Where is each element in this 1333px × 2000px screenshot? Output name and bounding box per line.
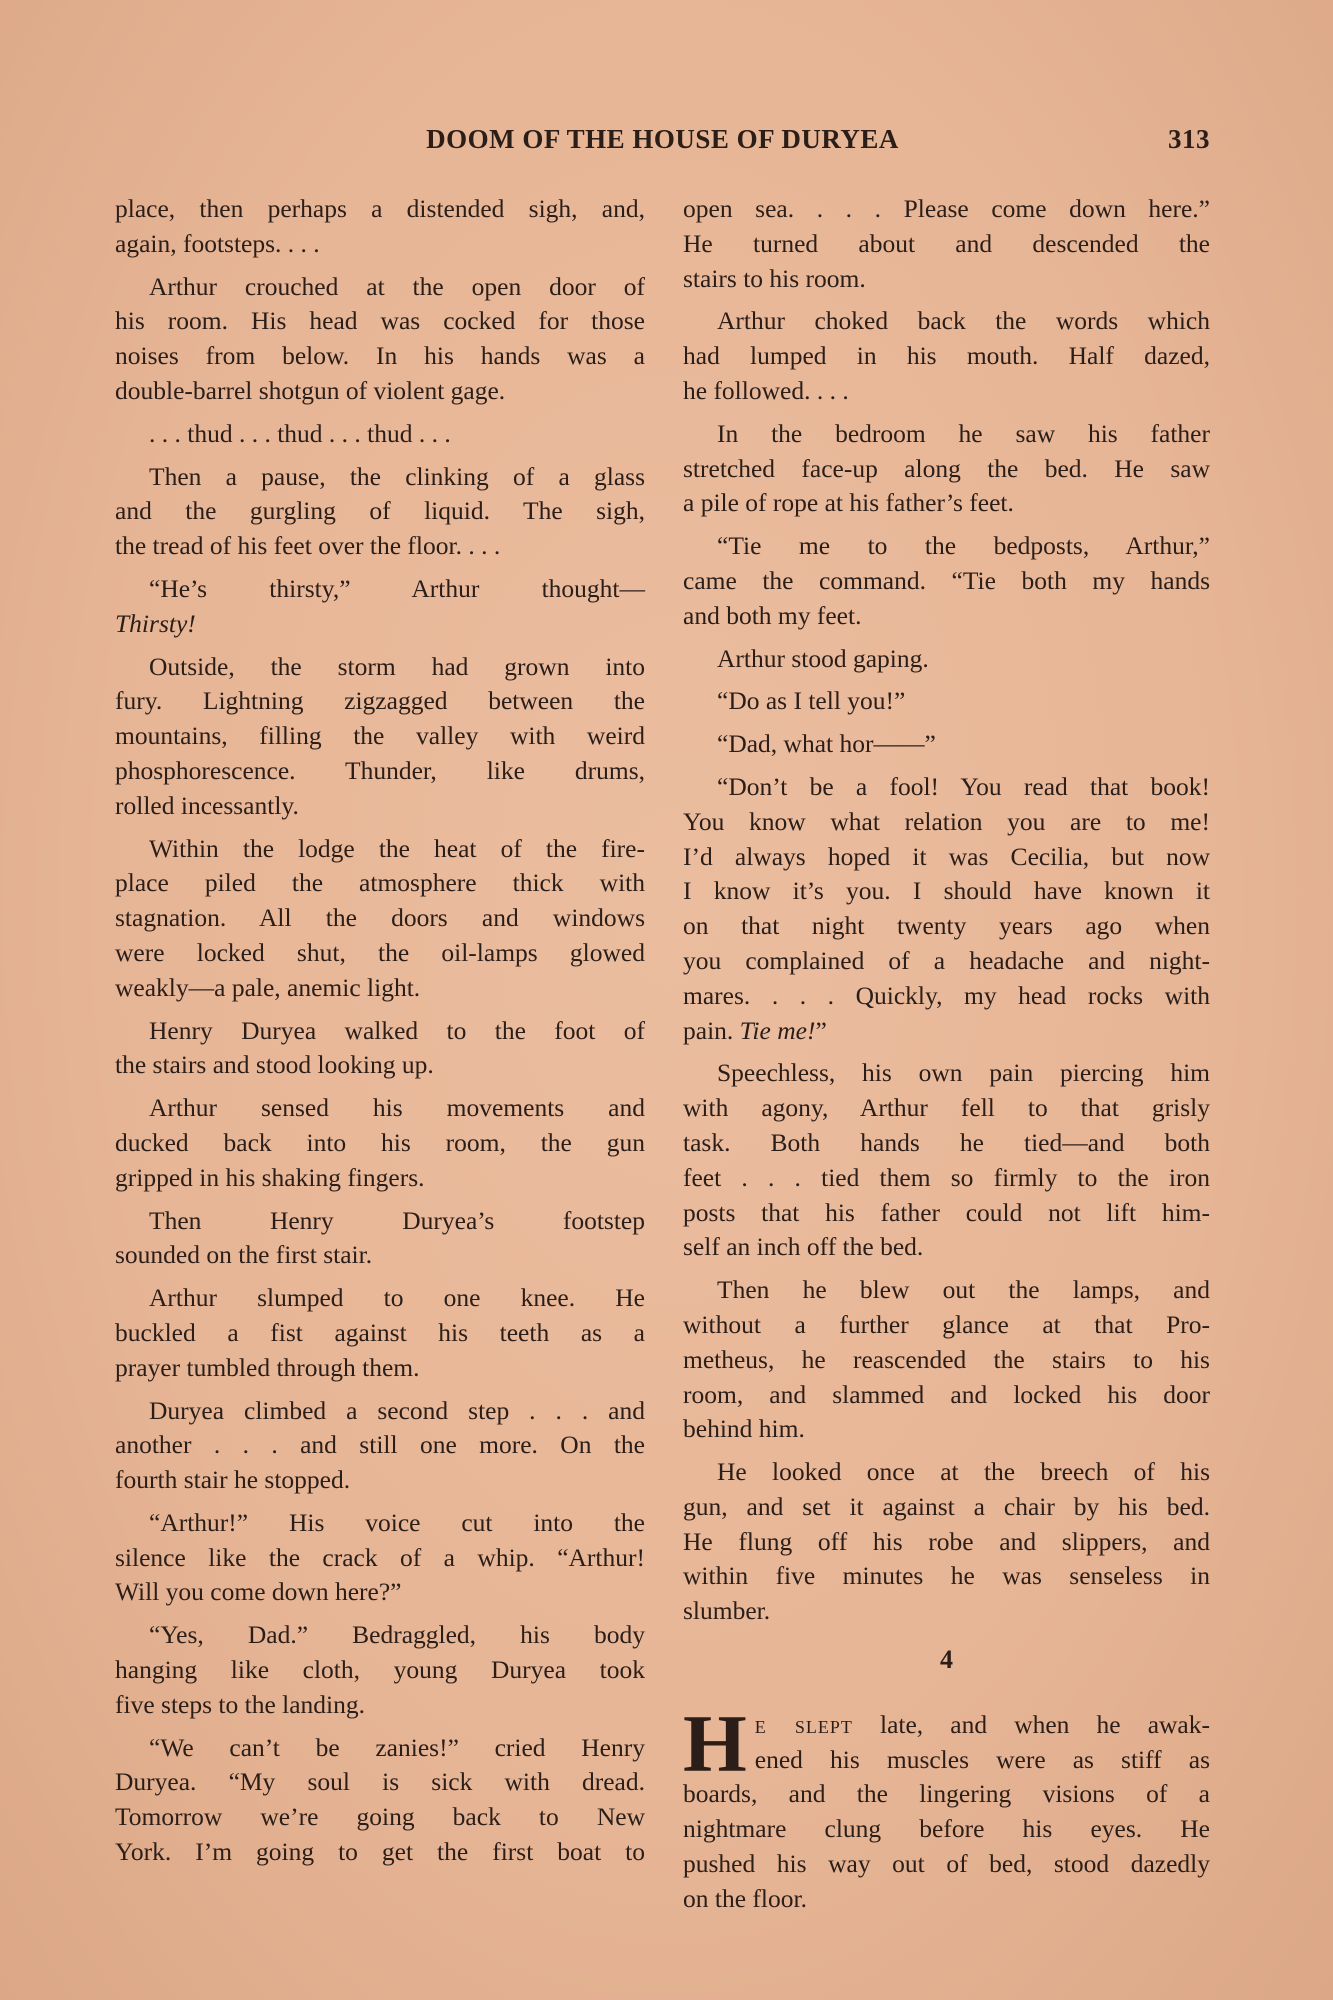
text-line: “He’s thirsty,” Arthur thought— — [149, 573, 645, 603]
text-line: I know it’s you. I should have known it — [683, 876, 1210, 906]
text-line: the stairs and stood looking up. — [115, 1050, 434, 1080]
text-line — [683, 1708, 1210, 1743]
text-line: He turned about and descended the — [683, 228, 1210, 258]
text-line: “We can’t be zanies!” cried Henry — [149, 1732, 645, 1762]
text-line: Then he blew out the lamps, and — [717, 1275, 1210, 1305]
text-line: you complained of a headache and night- — [683, 945, 1210, 975]
paragraph — [115, 1394, 645, 1498]
text-line: with agony, Arthur fell to that grisly — [683, 1093, 1210, 1123]
text-line: slumber. — [683, 1596, 771, 1626]
text-line: Duryea climbed a second step . . . and — [149, 1395, 645, 1425]
text-line: . . . thud . . . thud . . . thud . . . — [149, 418, 451, 448]
paragraph — [683, 192, 1210, 296]
text-line: again, footsteps. . . . — [115, 228, 320, 258]
text-line — [115, 607, 645, 642]
text-line: York. I’m going to get the first boat to — [115, 1837, 645, 1867]
running-header — [115, 124, 1210, 164]
text-line: stagnation. All the doors and windows — [115, 903, 645, 933]
text-line: ened his muscles were as stiff as — [754, 1744, 1210, 1774]
text-segment: Thirsty! — [115, 608, 196, 638]
running-title: DOOM OF THE HOUSE OF DURYEA — [426, 124, 899, 154]
text-line: “Tie me to the bedposts, Arthur,” — [717, 531, 1210, 561]
paragraph — [115, 460, 645, 564]
text-segment: ” — [815, 1015, 827, 1045]
text-line: Arthur sensed his movements and — [149, 1093, 645, 1123]
paragraph — [683, 684, 1210, 719]
text-line: pushed his way out of bed, stood dazedly — [683, 1849, 1210, 1879]
paragraph — [115, 192, 645, 262]
text-line: gripped in his shaking fingers. — [115, 1162, 425, 1192]
left-column — [115, 192, 645, 1878]
paragraph — [115, 270, 645, 409]
text-line: the tread of his feet over the floor. . . . — [115, 531, 501, 561]
text-line: weakly—a pale, anemic light. — [115, 972, 421, 1002]
page-number: 313 — [1168, 124, 1210, 154]
right-column — [683, 192, 1210, 1925]
text-segment: Tie me! — [739, 1015, 816, 1045]
text-line: on that night twenty years ago when — [683, 911, 1210, 941]
text-line: Arthur slumped to one knee. He — [149, 1283, 645, 1313]
text-line: Then Henry Duryea’s footstep — [149, 1205, 645, 1235]
text-segment: e slept — [754, 1709, 853, 1739]
text-line: “Arthur!” His voice cut into the — [149, 1507, 645, 1537]
paragraph — [115, 417, 645, 452]
paragraph — [115, 1506, 645, 1610]
text-line: place, then perhaps a distended sigh, and, — [115, 194, 645, 223]
text-line: buckled a fist against his teeth as a — [115, 1317, 645, 1347]
text-line: Arthur crouched at the open door of — [149, 271, 645, 301]
text-segment: late, and when he awak- — [852, 1709, 1210, 1739]
text-line: “Dad, what hor——” — [717, 729, 936, 759]
text-line: without a further glance at that Pro- — [683, 1309, 1210, 1339]
paragraph — [683, 727, 1210, 762]
text-line: stairs to his room. — [683, 263, 866, 293]
text-line: He looked once at the breech of his — [717, 1457, 1210, 1487]
paragraph — [683, 417, 1210, 521]
text-line: “Don’t be a fool! You read that book! — [717, 771, 1210, 801]
paragraph — [115, 1204, 645, 1274]
paragraph — [115, 832, 645, 1006]
text-line: mares. . . . Quickly, my head rocks with — [683, 980, 1210, 1010]
paragraph — [115, 650, 645, 824]
paragraph — [683, 770, 1210, 1048]
text-line: prayer tumbled through them. — [115, 1352, 420, 1382]
text-line: stretched face-up along the bed. He saw — [683, 453, 1210, 483]
paragraph — [683, 1056, 1210, 1265]
text-segment: pain. — [683, 1015, 740, 1045]
paragraph — [115, 1014, 645, 1084]
text-line: sounded on the first stair. — [115, 1240, 373, 1270]
text-line: Henry Duryea walked to the foot of — [149, 1015, 645, 1045]
text-line: silence like the crack of a whip. “Arthur! — [115, 1542, 645, 1572]
text-line: You know what relation you are to me! — [683, 806, 1210, 836]
text-line: gun, and set it against a chair by his bed. — [683, 1491, 1210, 1521]
paragraph — [115, 572, 645, 642]
text-line: In the bedroom he saw his father — [717, 418, 1210, 448]
text-line: ducked back into his room, the gun — [115, 1127, 645, 1157]
text-line: rolled incessantly. — [115, 790, 299, 820]
text-line: boards, and the lingering visions of a — [683, 1779, 1210, 1809]
text-line: on the floor. — [683, 1883, 807, 1913]
paragraph — [683, 1273, 1210, 1447]
paragraph — [115, 1731, 645, 1870]
text-line: Duryea. “My soul is sick with dread. — [115, 1767, 645, 1797]
text-line: and both my feet. — [683, 600, 862, 630]
text-line — [683, 1014, 1210, 1049]
paragraph — [115, 1618, 645, 1722]
text-line: Outside, the storm had grown into — [149, 651, 645, 681]
drop-cap: H — [683, 1697, 747, 1789]
text-line: “Yes, Dad.” Bedraggled, his body — [149, 1620, 645, 1650]
paragraph — [683, 1697, 1210, 1917]
text-line: task. Both hands he tied—and both — [683, 1127, 1210, 1157]
text-line: Arthur stood gaping. — [717, 643, 929, 673]
text-line: and the gurgling of liquid. The sigh, — [115, 496, 645, 526]
text-line: another . . . and still one more. On the — [115, 1430, 645, 1460]
paragraph — [683, 642, 1210, 677]
text-line: hanging like cloth, young Duryea took — [115, 1655, 645, 1685]
text-line: Tomorrow we’re going back to New — [115, 1802, 645, 1832]
text-line: Will you come down here?” — [115, 1577, 402, 1607]
text-line: room, and slammed and locked his door — [683, 1379, 1210, 1409]
text-line: metheus, he reascended the stairs to his — [683, 1344, 1210, 1374]
text-line: posts that his father could not lift him- — [683, 1197, 1210, 1227]
text-line: “Do as I tell you!” — [717, 686, 906, 716]
text-line: came the command. “Tie both my hands — [683, 565, 1210, 595]
text-line: a pile of rope at his father’s feet. — [683, 488, 1014, 518]
text-line: behind him. — [683, 1414, 805, 1444]
text-line: five steps to the landing. — [115, 1689, 365, 1719]
text-line: Speechless, his own pain piercing him — [717, 1058, 1210, 1088]
text-line: Within the lodge the heat of the fire- — [149, 833, 645, 863]
text-line: had lumped in his mouth. Half dazed, — [683, 341, 1210, 371]
text-line: fourth stair he stopped. — [115, 1465, 351, 1495]
text-line: phosphorescence. Thunder, like drums, — [115, 755, 645, 785]
text-line: I’d always hoped it was Cecilia, but now — [683, 841, 1210, 871]
section-number: 4 — [940, 1645, 953, 1675]
text-line: Then a pause, the clinking of a glass — [149, 461, 645, 491]
text-line: self an inch off the bed. — [683, 1232, 924, 1262]
text-line: mountains, filling the valley with weird — [115, 721, 645, 751]
text-line: open sea. . . . Please come down here.” — [683, 194, 1210, 223]
text-line: He flung off his robe and slippers, and — [683, 1526, 1210, 1556]
paragraph — [115, 1091, 645, 1195]
paragraph — [683, 1455, 1210, 1629]
text-line: nightmare clung before his eyes. He — [683, 1814, 1210, 1844]
paragraph — [683, 529, 1210, 633]
text-line: fury. Lightning zigzagged between the — [115, 686, 645, 716]
text-line: place piled the atmosphere thick with — [115, 868, 645, 898]
text-line: his room. His head was cocked for those — [115, 306, 645, 336]
text-line: within five minutes he was senseless in — [683, 1561, 1210, 1591]
text-line: Arthur choked back the words which — [717, 306, 1210, 336]
text-line: were locked shut, the oil-lamps glowed — [115, 937, 645, 967]
text-line: double-barrel shotgun of violent gage. — [115, 375, 506, 405]
text-line: noises from below. In his hands was a — [115, 341, 645, 371]
paragraph — [683, 304, 1210, 408]
text-line: feet . . . tied them so firmly to the iron — [683, 1162, 1210, 1192]
text-line: he followed. . . . — [683, 375, 849, 405]
paragraph — [115, 1281, 645, 1385]
